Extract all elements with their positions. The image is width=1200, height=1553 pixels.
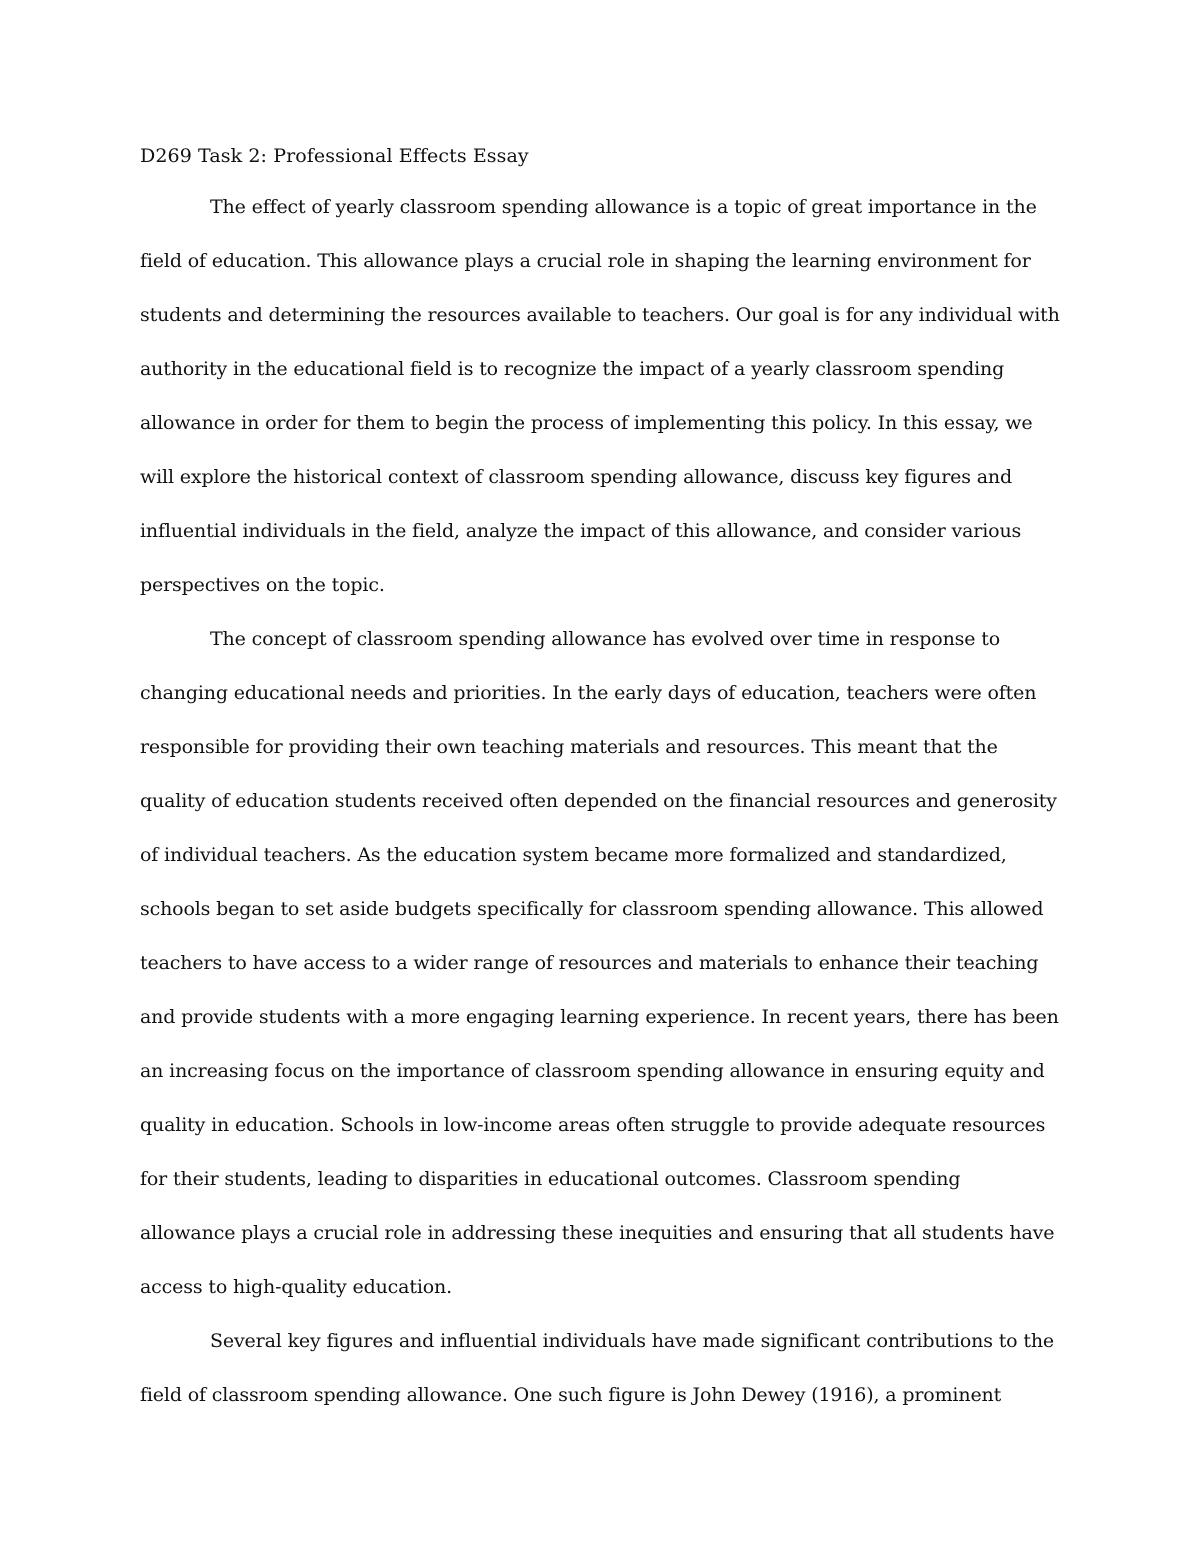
paragraph-key-figures: Several key figures and influential individuals have made significant contributions to the field of classroom spending allowance. One such figure is John Dewey (1916), a prominent [140, 1330, 1055, 1406]
document-title: D269 Task 2: Professional Effects Essay [140, 145, 529, 167]
paragraph-introduction: The effect of yearly classroom spending allowance is a topic of great importance in the field of education. This allowance plays a crucial role in shaping the learning environment for students and determining the resources available to teachers. Our goal is for any individual with authority in the educational field is to recognize the impact of a yearly classroom spending allowance in order for them to begin the process of implementing this policy. In this essay, we will explore the historical context of classroom spending allowance, discuss key figures and influential individuals in the field, analyze the impact of this allowance, and consider various perspectives on the topic. [140, 196, 1060, 596]
paragraph-historical-context: The concept of classroom spending allowance has evolved over time in response to changing educational needs and priorities. In the early days of education, teachers were often responsible for providing their own teaching materials and resources. This meant that the quality of education students received often depended on the financial resources and generosity of individual teachers. As the education system became more formalized and standardized, schools began to set aside budgets specifically for classroom spending allowance. This allowed teachers to have access to a wider range of resources and materials to enhance their teaching and provide students with a more engaging learning experience. In recent years, there has been an increasing focus on the importance of classroom spending allowance in ensuring equity and quality in education. Schools in low-income areas often struggle to provide adequate resources for their students, leading to disparities in educational outcomes. Classroom spending allowance plays a crucial role in addressing these inequities and ensuring that all students have access to high-quality education. [140, 628, 1059, 1298]
document-body [140, 180, 1060, 1422]
